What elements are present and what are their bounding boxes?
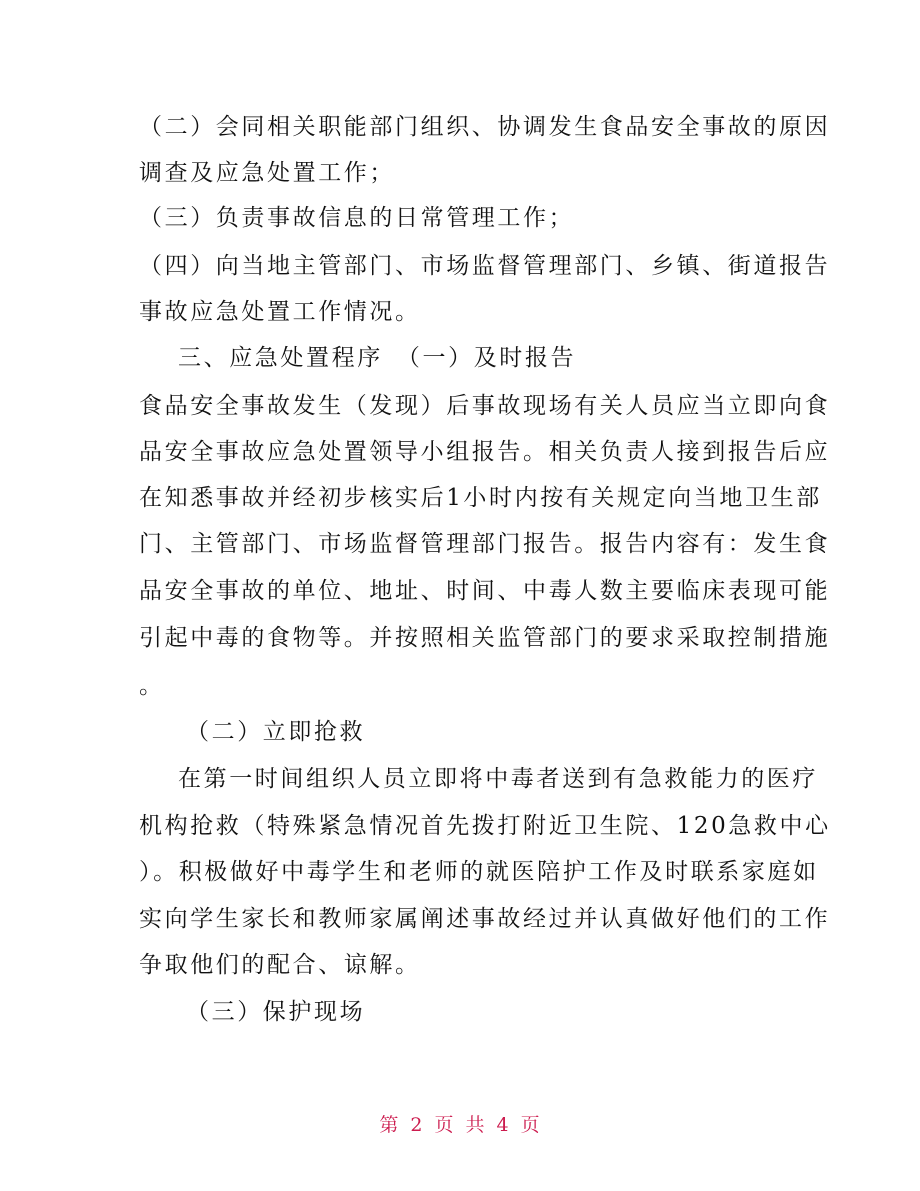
- page-footer: 第 2 页 共 4 页: [379, 1114, 541, 1136]
- paragraph-line: 在第一时间组织人员立即将中毒者送到有急救能力的医疗: [178, 766, 818, 792]
- paragraph-line: 调查及应急处置工作；: [139, 160, 395, 186]
- subsection-heading: （三）保护现场: [186, 999, 366, 1025]
- paragraph-line: 机构抢救（特殊紧急情况首先拨打附近卫生院、120急救中心: [139, 813, 831, 839]
- paragraph-line: 食品安全事故发生（发现）后事故现场有关人员应当立即向食: [139, 393, 831, 419]
- section-heading: 三、应急处置程序 （一）及时报告: [178, 345, 577, 371]
- paragraph-line: （二）会同相关职能部门组织、协调发生食品安全事故的原因: [139, 114, 831, 140]
- paragraph-line: 品安全事故的单位、地址、时间、中毒人数主要临床表现可能: [139, 578, 831, 604]
- paragraph-line: （三）负责事故信息的日常管理工作；: [139, 205, 575, 231]
- paragraph-line: 引起中毒的食物等。并按照相关监管部门的要求采取控制措施: [139, 625, 831, 651]
- paragraph-line: 实向学生家长和教师家属阐述事故经过并认真做好他们的工作: [139, 906, 831, 932]
- paragraph-line: 在知悉事故并经初步核实后1小时内按有关规定向当地卫生部: [139, 485, 822, 511]
- paragraph-line: 品安全事故应急处置领导小组报告。相关负责人接到报告后应: [139, 439, 831, 465]
- paragraph-line: 事故应急处置工作情况。: [139, 299, 421, 325]
- paragraph-line: 争取他们的配合、谅解。: [139, 952, 421, 978]
- subsection-heading: （二）立即抢救: [186, 719, 366, 745]
- paragraph-line: 。: [139, 673, 165, 699]
- paragraph-line: （四）向当地主管部门、市场监督管理部门、乡镇、街道报告: [139, 253, 831, 279]
- paragraph-line: ）。积极做好中毒学生和老师的就医陪护工作及时联系家庭如: [139, 859, 819, 885]
- paragraph-line: 门、主管部门、市场监督管理部门报告。报告内容有：发生食: [139, 531, 831, 557]
